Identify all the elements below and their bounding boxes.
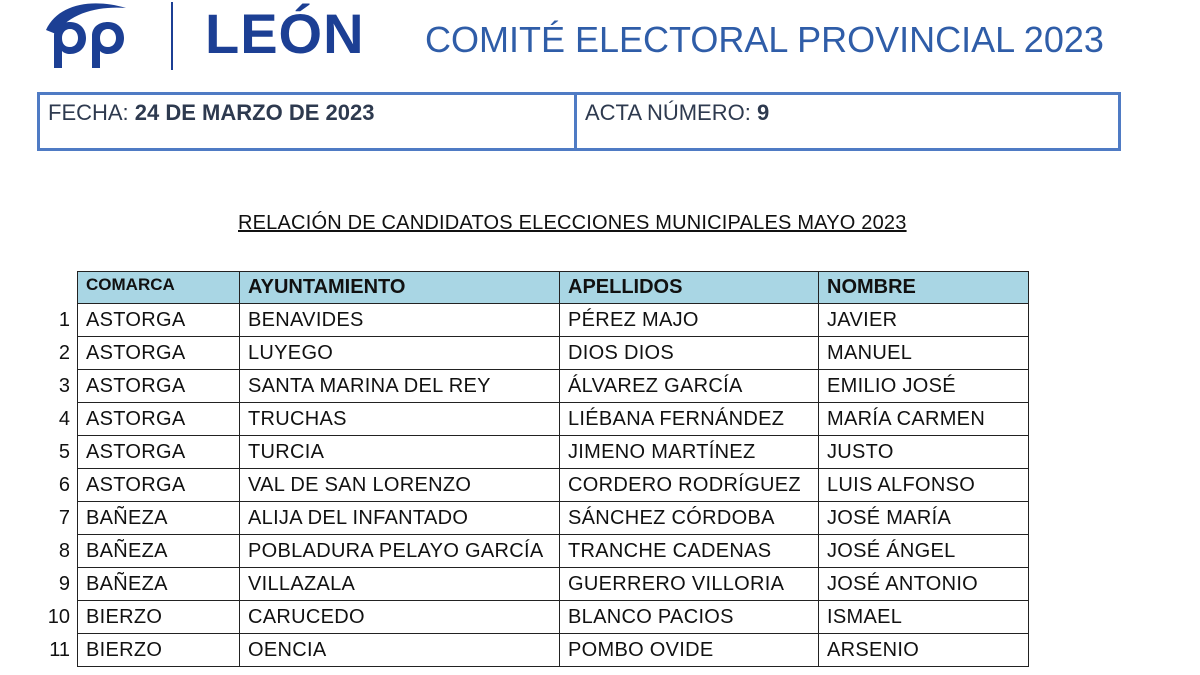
cell-nombre: MARÍA CARMEN — [819, 403, 1029, 436]
row-number: 2 — [58, 342, 70, 364]
cell-ayuntamiento: POBLADURA PELAYO GARCÍA — [240, 535, 560, 568]
cell-nombre: EMILIO JOSÉ — [819, 370, 1029, 403]
row-number: 3 — [58, 375, 70, 397]
cell-comarca: BIERZO — [78, 634, 240, 667]
table-row — [78, 535, 1029, 568]
cell-ayuntamiento: BENAVIDES — [240, 304, 560, 337]
cell-apellidos: CORDERO RODRÍGUEZ — [560, 469, 819, 502]
cell-apellidos: SÁNCHEZ CÓRDOBA — [560, 502, 819, 535]
table-row — [78, 403, 1029, 436]
cell-comarca: ASTORGA — [78, 403, 240, 436]
cell-nombre: JOSÉ ÁNGEL — [819, 535, 1029, 568]
cell-comarca: ASTORGA — [78, 304, 240, 337]
cell-ayuntamiento: LUYEGO — [240, 337, 560, 370]
column-header-comarca: COMARCA — [78, 272, 240, 304]
cell-comarca: ASTORGA — [78, 337, 240, 370]
fecha-label: FECHA: — [48, 100, 135, 125]
cell-ayuntamiento: SANTA MARINA DEL REY — [240, 370, 560, 403]
section-title: RELACIÓN DE CANDIDATOS ELECCIONES MUNICIPALES MAYO 2023 — [238, 212, 907, 234]
acta-info-box — [37, 92, 1121, 151]
cell-nombre: JUSTO — [819, 436, 1029, 469]
row-number: 5 — [58, 441, 70, 463]
fecha-value: 24 DE MARZO DE 2023 — [134, 100, 375, 125]
cell-ayuntamiento: ALIJA DEL INFANTADO — [240, 502, 560, 535]
row-number: 6 — [58, 474, 70, 496]
cell-ayuntamiento: TRUCHAS — [240, 403, 560, 436]
table-row — [78, 337, 1029, 370]
cell-comarca: BAÑEZA — [78, 502, 240, 535]
cell-nombre: JAVIER — [819, 304, 1029, 337]
table-row — [78, 634, 1029, 667]
cell-ayuntamiento: VAL DE SAN LORENZO — [240, 469, 560, 502]
cell-nombre: ISMAEL — [819, 601, 1029, 634]
cell-comarca: ASTORGA — [78, 370, 240, 403]
cell-comarca: ASTORGA — [78, 436, 240, 469]
table-header-row — [78, 272, 1029, 304]
candidates-table — [77, 271, 1029, 667]
cell-apellidos: PÉREZ MAJO — [560, 304, 819, 337]
acta-value: 9 — [756, 100, 770, 125]
cell-ayuntamiento: TURCIA — [240, 436, 560, 469]
cell-comarca: BIERZO — [78, 601, 240, 634]
cell-apellidos: GUERRERO VILLORIA — [560, 568, 819, 601]
acta-cell — [577, 95, 1118, 148]
pp-logo-icon — [40, 0, 140, 70]
logo-divider — [171, 2, 173, 70]
table-row — [78, 502, 1029, 535]
column-header-nombre: NOMBRE — [819, 272, 1029, 304]
province-name: LEÓN — [205, 2, 365, 65]
row-number: 11 — [49, 639, 70, 661]
cell-nombre: JOSÉ ANTONIO — [819, 568, 1029, 601]
cell-comarca: BAÑEZA — [78, 568, 240, 601]
cell-nombre: MANUEL — [819, 337, 1029, 370]
row-number: 1 — [58, 309, 70, 331]
cell-apellidos: JIMENO MARTÍNEZ — [560, 436, 819, 469]
cell-apellidos: BLANCO PACIOS — [560, 601, 819, 634]
cell-apellidos: DIOS DIOS — [560, 337, 819, 370]
row-number: 4 — [58, 408, 70, 430]
table-row — [78, 568, 1029, 601]
cell-nombre: LUIS ALFONSO — [819, 469, 1029, 502]
column-header-ayuntamiento: AYUNTAMIENTO — [240, 272, 560, 304]
committee-title: COMITÉ ELECTORAL PROVINCIAL 2023 — [425, 19, 1104, 60]
cell-ayuntamiento: OENCIA — [240, 634, 560, 667]
acta-label: ACTA NÚMERO: — [585, 100, 757, 125]
cell-nombre: JOSÉ MARÍA — [819, 502, 1029, 535]
cell-nombre: ARSENIO — [819, 634, 1029, 667]
column-header-apellidos: APELLIDOS — [560, 272, 819, 304]
cell-apellidos: LIÉBANA FERNÁNDEZ — [560, 403, 819, 436]
cell-apellidos: ÁLVAREZ GARCÍA — [560, 370, 819, 403]
row-number: 7 — [58, 507, 70, 529]
table-row — [78, 370, 1029, 403]
cell-comarca: ASTORGA — [78, 469, 240, 502]
cell-apellidos: TRANCHE CADENAS — [560, 535, 819, 568]
cell-apellidos: POMBO OVIDE — [560, 634, 819, 667]
row-number: 10 — [47, 606, 70, 628]
table-row — [78, 469, 1029, 502]
fecha-cell — [40, 95, 577, 148]
table-row — [78, 601, 1029, 634]
cell-ayuntamiento: VILLAZALA — [240, 568, 560, 601]
table-row — [78, 304, 1029, 337]
cell-ayuntamiento: CARUCEDO — [240, 601, 560, 634]
cell-comarca: BAÑEZA — [78, 535, 240, 568]
row-number: 9 — [58, 573, 70, 595]
table-row — [78, 436, 1029, 469]
row-number: 8 — [58, 540, 70, 562]
